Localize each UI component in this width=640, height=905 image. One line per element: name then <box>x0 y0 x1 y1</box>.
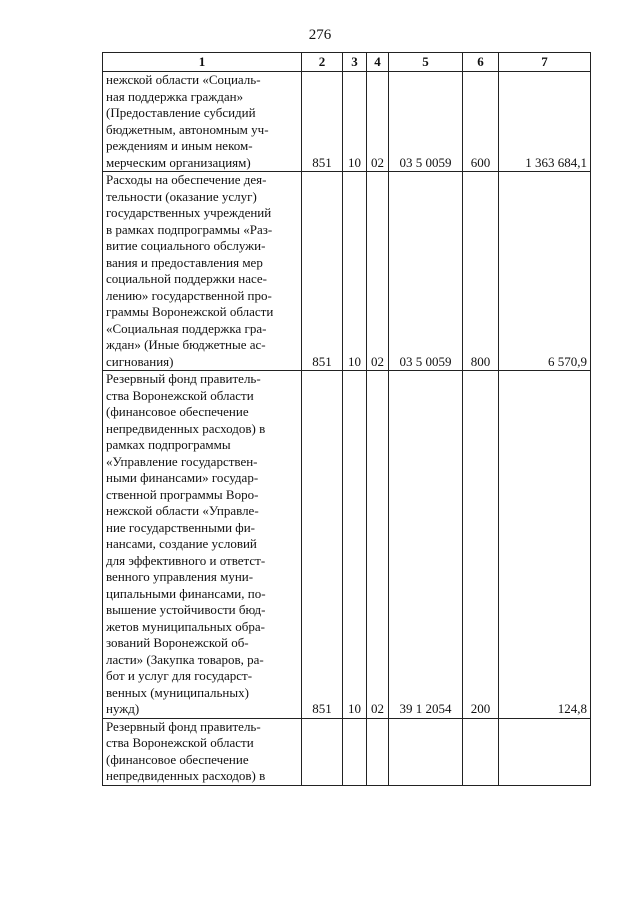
row-target-article <box>389 718 463 785</box>
column-header-1: 1 <box>103 53 302 72</box>
column-header-5: 5 <box>389 53 463 72</box>
row-section-code: 10 <box>343 172 367 371</box>
row-target-article: 03 5 0059 <box>389 72 463 172</box>
table-header-row <box>103 53 591 72</box>
row-amount: 1 363 684,1 <box>499 72 591 172</box>
row-section-code <box>343 718 367 785</box>
row-ministry-code: 851 <box>302 371 343 719</box>
row-amount: 6 570,9 <box>499 172 591 371</box>
row-expense-type: 600 <box>463 72 499 172</box>
row-subsection-code: 02 <box>367 72 389 172</box>
budget-table <box>102 52 591 786</box>
row-ministry-code: 851 <box>302 72 343 172</box>
row-description: нежской области «Социаль- ная поддержка граждан» (Предоставление субсидий бюджетным, автономным уч- реждениям и иным неком- мерческим организациям) <box>103 72 302 172</box>
row-description: Расходы на обеспечение дея- тельности (оказание услуг) государственных учреждений в рамках подпрограммы «Раз- витие социального обслужи- вания и предоставления мер социальной поддержки насе- лению» государственной про- граммы Воронежской области «Социальная поддержка гра- ждан» (Иные бюджетные ас- сигнования) <box>103 172 302 371</box>
column-header-3: 3 <box>343 53 367 72</box>
row-expense-type: 800 <box>463 172 499 371</box>
row-subsection-code <box>367 718 389 785</box>
table-row <box>103 72 591 172</box>
row-subsection-code: 02 <box>367 371 389 719</box>
row-expense-type: 200 <box>463 371 499 719</box>
column-header-2: 2 <box>302 53 343 72</box>
table-row <box>103 172 591 371</box>
row-amount: 124,8 <box>499 371 591 719</box>
row-amount <box>499 718 591 785</box>
column-header-7: 7 <box>499 53 591 72</box>
page-number: 276 <box>308 27 332 43</box>
row-description: Резервный фонд правитель- ства Воронежской области (финансовое обеспечение непредвиденных расходов) в <box>103 718 302 785</box>
table-row <box>103 718 591 785</box>
row-target-article: 03 5 0059 <box>389 172 463 371</box>
row-expense-type <box>463 718 499 785</box>
row-target-article: 39 1 2054 <box>389 371 463 719</box>
row-description: Резервный фонд правитель- ства Воронежской области (финансовое обеспечение непредвиденных расходов) в рамках подпрограммы «Управление государствен- ными финансами» государ- ственной программы Воро- нежской области «Управле- ние государственными фи- нансами, создание условий для эффективного и ответст- венного управления муни- ципальными финансами, по- вышение устойчивости бюд- жетов муниципальных обра- зований Воронежской об- ласти» (Закупка товаров, ра- бот и услуг для государст- венных (муниципальных) нужд) <box>103 371 302 719</box>
row-ministry-code: 851 <box>302 172 343 371</box>
row-subsection-code: 02 <box>367 172 389 371</box>
column-header-6: 6 <box>463 53 499 72</box>
row-ministry-code <box>302 718 343 785</box>
row-section-code: 10 <box>343 371 367 719</box>
row-section-code: 10 <box>343 72 367 172</box>
table-row <box>103 371 591 719</box>
column-header-4: 4 <box>367 53 389 72</box>
